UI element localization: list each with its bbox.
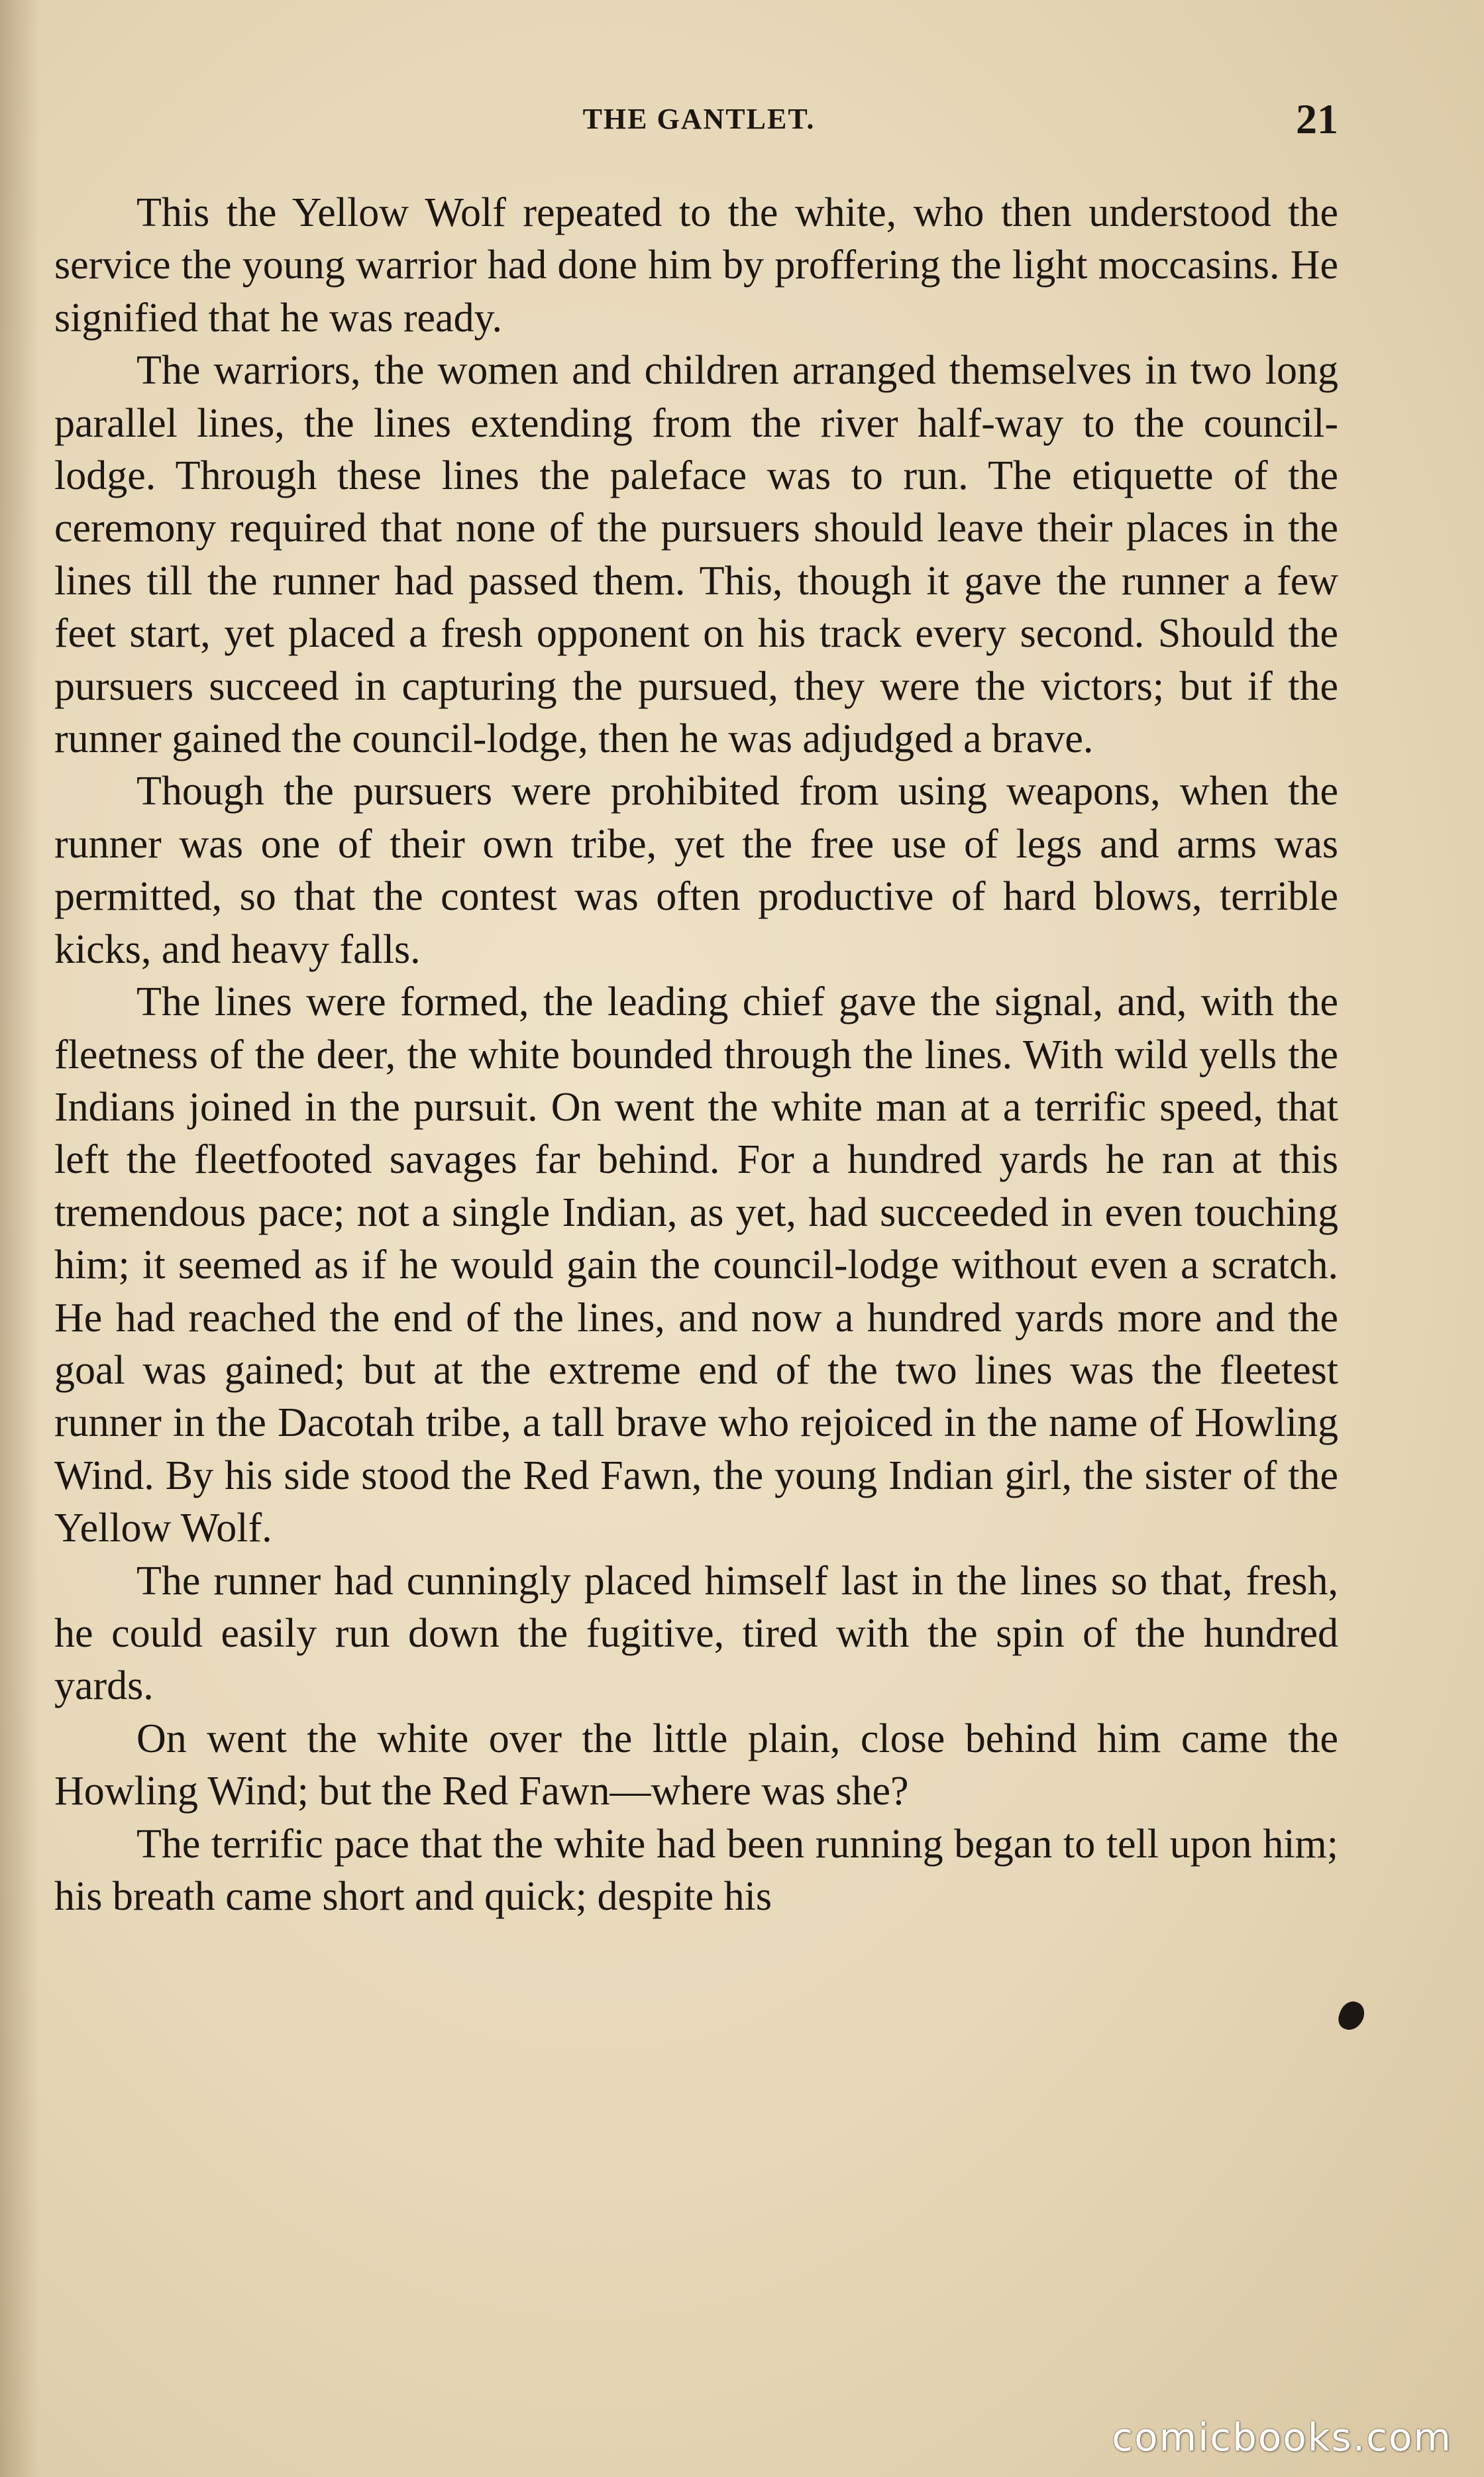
paragraph: The runner had cunningly placed himself last in the lines so that, fresh, he could easily run down the fugitive, tired with the spin of the hundred yards. (54, 1558, 1338, 1709)
page-number: 21 (1296, 95, 1338, 142)
running-title: THE GANTLET. (582, 103, 816, 135)
running-head (60, 93, 1338, 146)
watermark: comicbooks.com (1112, 2415, 1452, 2460)
paragraph: On went the white over the little plain, close behind him came the Howling Wind; but the Red Fawn—where was she? (54, 1716, 1338, 1814)
paragraph: This the Yellow Wolf repeated to the white, who then understood the service the young warrior had done him by proffering the light moccasins. He signified that he was ready. (54, 190, 1338, 341)
paragraph: The terrific pace that the white had been running began to tell upon him; his breath came short and quick; despite his (54, 1821, 1338, 1919)
ink-blot (1336, 1998, 1368, 2034)
paragraph: The warriors, the women and children arranged themselves in two long parallel lines, the lines extending from the river half-way to the council-lodge. Through these lines the paleface was to run. The etiquette of the ceremony required that none of the pursuers should leave their places in the lines till the runner had passed them. This, though it gave the runner a few feet start, yet placed a fresh opponent on his track every second. Should the pursuers succeed in capturing the pursued, they were the victors; but if the runner gained the council-lodge, then he was adjudged a brave. (54, 348, 1338, 762)
paragraph: Though the pursuers were prohibited from using weapons, when the runner was one of their own tribe, yet the free use of legs and arms was permitted, so that the contest was often productive of hard blows, terrible kicks, and heavy falls. (54, 769, 1338, 972)
paragraph: The lines were formed, the leading chief gave the signal, and, with the fleetness of the deer, the white bounded through the lines. With wild yells the Indians joined in the pursuit. On went the white man at a terrific speed, that left the fleetfooted savages far behind. For a hundred yards he ran at this tremendous pace; not a single Indian, as yet, had succeeded in even touching him; it seemed as if he would gain the council-lodge without even a scratch. He had reached the end of the lines, and now a hundred yards more and the goal was gained; but at the extreme end of the two lines was the fleetest runner in the Dacotah tribe, a tall brave who rejoiced in the name of Howling Wind. By his side stood the Red Fawn, the young Indian girl, the sister of the Yellow Wolf. (54, 979, 1338, 1551)
body-text (54, 187, 1338, 1923)
